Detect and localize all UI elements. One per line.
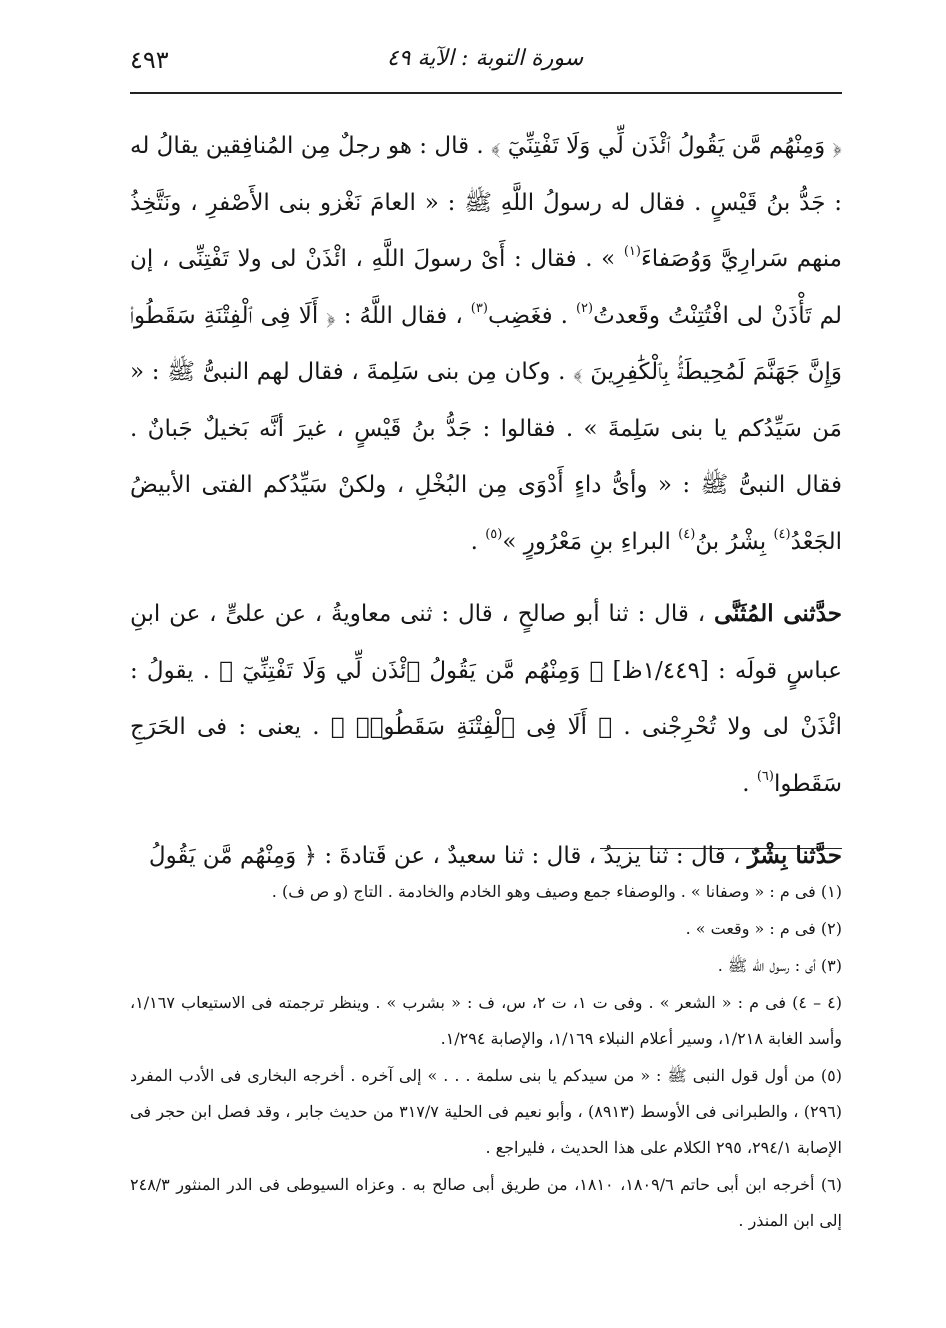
running-title: سورة التوبة : الآية ٤٩ bbox=[386, 46, 584, 71]
footnote-ref-5: (٥) bbox=[485, 526, 503, 542]
header-rule bbox=[130, 92, 842, 94]
text-span: البراءِ بنِ مَعْرُورٍ » bbox=[502, 528, 679, 555]
footnote-ref-6: (٦) bbox=[756, 768, 774, 784]
footnote-5: (٥) من أول قول النبى ﷺ : « من سيدكم يا بنى سلمة . . . » إلى آخره . أخرجه البخارى فى الأدب المفرد (٢٩٦) ، والطبرانى فى الأوسط (٨٩١٣) ، وأبو نعيم فى الحلية ٣١٧/٧ من حديث جابر ، وقد فصل ابن حجر فى الإصابة ٢٩٤/١، ٢٩٥ الكلام على هذا الحديث ، فليراجع . bbox=[130, 1066, 843, 1157]
paragraph-1 bbox=[130, 118, 842, 570]
footnote-2: (٢) فى م : « وقعت » . bbox=[685, 919, 842, 938]
isnad-lead: حدَّثنا بِشْرٌ bbox=[747, 842, 842, 869]
isnad-lead: حدَّثنى المُثَنَّى bbox=[713, 600, 842, 627]
page-number: ٤٩٣ bbox=[130, 46, 169, 74]
footnote-3: (٣) أى : رسول الله ﷺ . bbox=[717, 956, 842, 975]
footnote-ref-4b: (٤) bbox=[678, 526, 696, 542]
footnote-6: (٦) أخرجه ابن أبى حاتم ١٨٠٩/٦، ١٨١٠، من طريق أبى صالح به . وعزاه السيوطى فى الدر المنثور ٢٤٨/٣ إلى ابن المنذر . bbox=[130, 1175, 843, 1230]
footnote-ref-4a: (٤) bbox=[773, 526, 791, 542]
footnote-ref-3: (٣) bbox=[470, 300, 488, 316]
text-span: ، قال : ثنا أبو صالحٍ ، قال : ثنى معاويةُ ، عن علىٍّ ، عن ابنِ عباسٍ قولَه : [١/٤٤٩ظ] ﴿ وَمِنْهُم مَّن يَقُولُ ٱئْذَن لِّي وَلَا تَفْتِنِّيٓ ﴾ . يقولُ : ائْذَنْ لى ولا تُحْرِجْنى . ﴿ أَلَا فِى ٱلْفِتْنَةِ سَقَطُوا۟ ﴾ . يعنى : فى الحَرَجِ سَقَطوا bbox=[130, 601, 842, 797]
footnote-1: (١) فى م : « وصفانا » . والوصفاء جمع وصيف وهو الخادم والخادمة . التاج (و ص ف) . bbox=[271, 882, 842, 901]
page-header bbox=[130, 42, 840, 82]
text-span: بِشْرُ بنُ bbox=[695, 528, 774, 555]
text-span: . bbox=[470, 528, 486, 555]
text-span: . bbox=[742, 770, 757, 797]
text-span: ، فقال اللَّهُ : ﴿ أَلَا فِى ٱلْفِتْنَةِ سَقَطُوا۟ وَإِنَّ جَهَنَّمَ لَمُحِيطَةٌۢ بِٱلْكَٰفِرِينَ ﴾ . وكان مِن بنى سَلِمةَ ، فقال لهم النبىُّ ﷺ : « مَن سَيِّدُكم يا بنى سَلِمةَ » . فقالوا : جَدُّ بنُ قَيْسٍ ، غيرَ أنَّه بَخيلٌ جَبانٌ . فقال النبىُّ ﷺ : « وأىُّ داءٍ أَدْوَى مِن البُخْلِ ، ولكنْ سَيِّدُكم الفتى الأبيضُ الجَعْدُ bbox=[130, 302, 842, 555]
footnotes bbox=[130, 874, 842, 1240]
text-span: ﴿ وَمِنْهُم مَّن يَقُولُ ٱئْذَن لِّي وَلَا تَفْتِنِّيٓ ﴾ . قال : هو رجلٌ مِن المُنافِقين يقالُ له : جَدُّ بنُ قَيْسٍ . فقال له رسولُ اللَّهِ ﷺ : « العامَ نَغْزو بنى الأَصْفرِ ، ونَتَّخِذُ منهم سَرارِيَّ وَوُصَفاءَ bbox=[130, 133, 842, 272]
text-span: ، قال : ثنا يزيدُ ، قال : ثنا سعيدٌ ، عن قَتادةَ : ﴿ وَمِنْهُم مَّن يَقُولُ bbox=[148, 843, 748, 869]
text-span: . فغَضِب bbox=[487, 302, 576, 329]
footnote-4: (٤ – ٤) فى م : « الشعر » . وفى ت ١، ت ٢، س، ف : « بشرب » . وينظر ترجمته فى الاستيعاب ١/١٦٧، وأسد الغابة ١/٢١٨، وسير أعلام النبلاء ١/١٦٩، والإصابة ١/٢٩٤. bbox=[130, 993, 842, 1048]
paragraph-2 bbox=[130, 586, 842, 812]
footnote-ref-2: (٢) bbox=[575, 300, 594, 316]
footnote-ref-1: (١) bbox=[623, 244, 641, 259]
main-text bbox=[130, 118, 842, 901]
footnote-rule bbox=[600, 848, 842, 849]
text-span: » . فقال : أَىْ رسولَ اللَّهِ ، ائْذَنْ لى ولا تَفْتِنِّى ، إن لم تَأْذَنْ لى افْتُتِنْتُ وقَعدتُ bbox=[130, 246, 842, 329]
